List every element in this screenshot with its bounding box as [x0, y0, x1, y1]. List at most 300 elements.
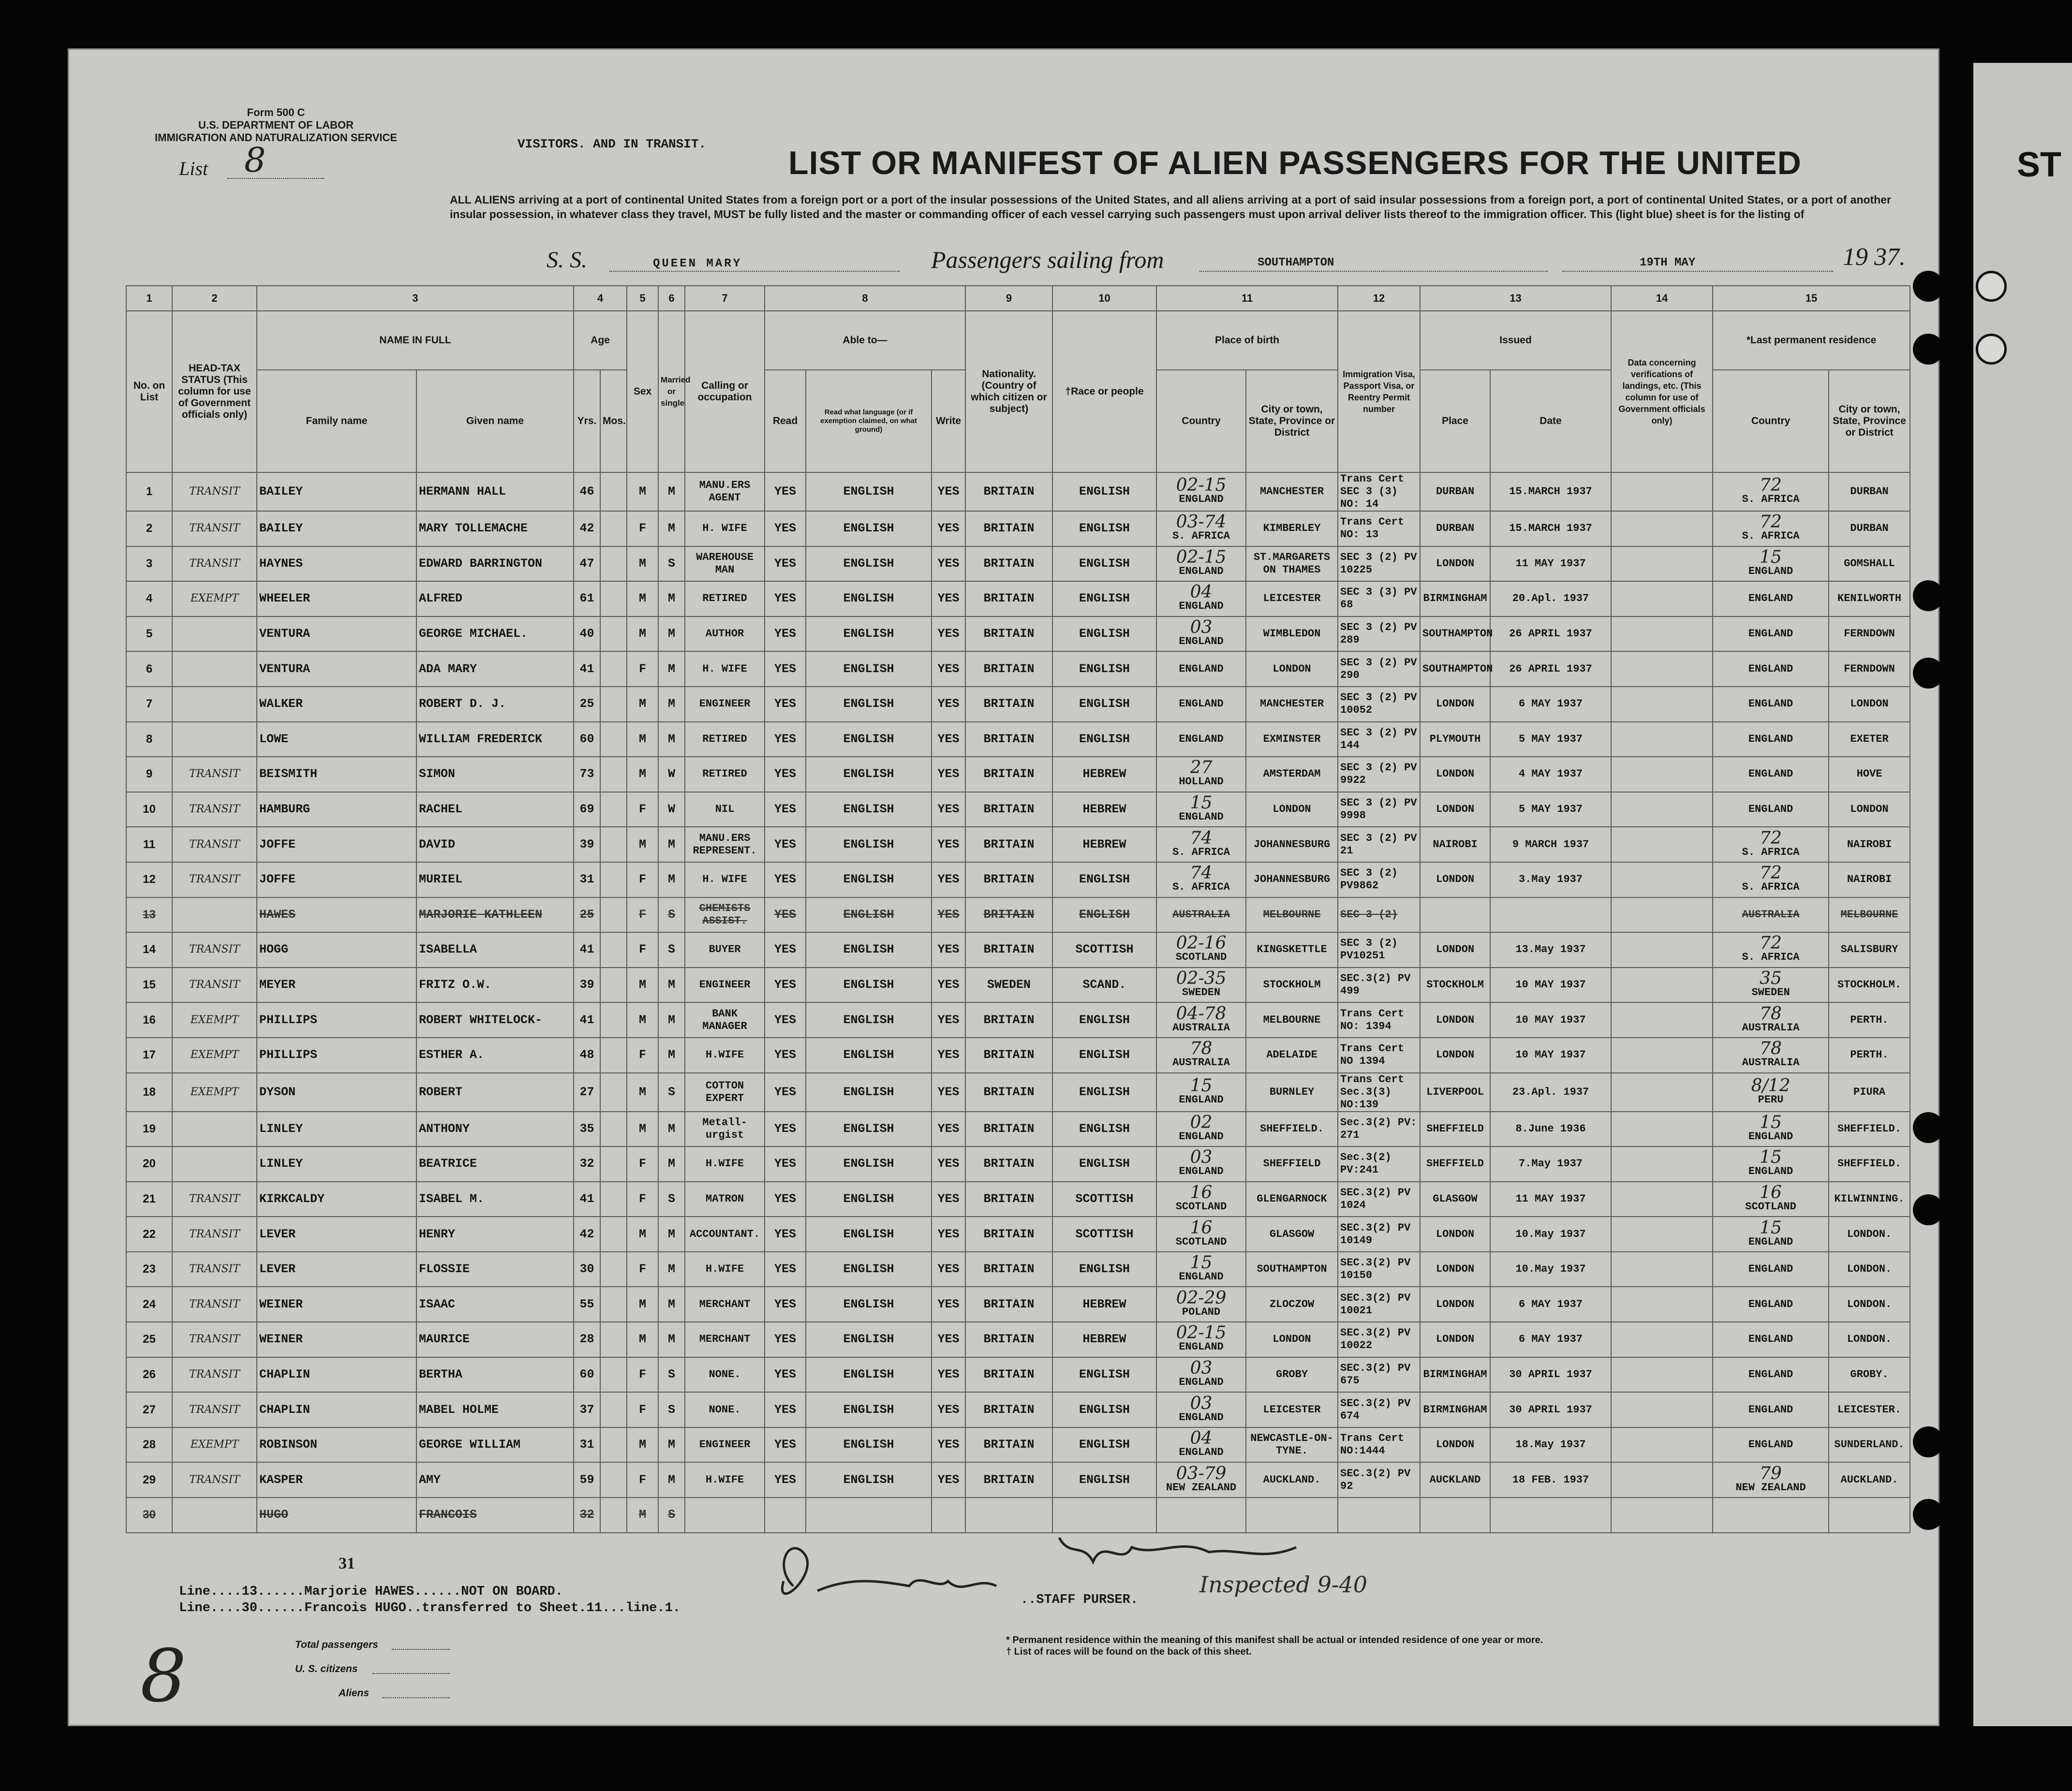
handwritten-code: 02-16	[1176, 933, 1227, 954]
cell-text: JOFFE	[259, 837, 296, 851]
cell-text: YES	[774, 1297, 796, 1311]
cell-text: TRANSIT	[189, 873, 240, 886]
cell-mos	[600, 651, 627, 687]
cell-text: SHEFFIELD	[1263, 1158, 1321, 1170]
cell-status	[172, 897, 257, 933]
cell-given	[416, 511, 574, 546]
cell-given	[416, 1073, 574, 1112]
cell-text: SEC 3 (2) PV 21	[1340, 832, 1417, 857]
cell-text: WEINER	[259, 1332, 303, 1347]
cell-text: H.WIFE	[705, 1263, 744, 1276]
cell-ms	[658, 968, 685, 1003]
cell-text: NEW ZEALAND	[1735, 1481, 1806, 1494]
cell-bcity	[1246, 1112, 1338, 1147]
cell-text: M	[638, 1085, 646, 1099]
cell-sex	[627, 511, 658, 546]
cell-text: LONDON	[1436, 873, 1475, 886]
cell-race	[1052, 1357, 1156, 1393]
cell-land	[1611, 968, 1713, 1003]
header-row-1	[126, 311, 1910, 370]
cell-bcountry	[1156, 472, 1246, 511]
cell-text: LONDON	[1436, 1439, 1475, 1451]
cell-text: HEBREW	[1082, 837, 1126, 851]
cell-yrs	[574, 511, 600, 546]
cell-status	[172, 827, 257, 862]
cell-text: Metall-urgist	[702, 1116, 747, 1141]
list-label: List	[179, 158, 208, 179]
cell-text: TRANSIT	[189, 1228, 240, 1240]
cell-text: S. AFRICA	[1172, 881, 1230, 894]
cell-rcity	[1829, 722, 1910, 757]
cell-land	[1611, 1002, 1713, 1038]
cell-land	[1611, 617, 1713, 652]
cell-sex	[627, 1357, 658, 1393]
cell-text: M	[667, 1262, 675, 1277]
cell-text: TRANSIT	[189, 557, 240, 570]
cell-text: COTTON EXPERT	[705, 1079, 744, 1104]
cell-lang	[806, 968, 932, 1003]
cell-mos	[600, 1357, 627, 1393]
handwritten-res-code: 72	[1760, 828, 1782, 848]
cell-text: YES	[937, 1157, 960, 1171]
cell-text: ENGLAND	[1748, 1368, 1793, 1380]
cell-status	[172, 1217, 257, 1252]
cell-text: BRITAIN	[983, 591, 1035, 606]
cell-status	[172, 1392, 257, 1427]
cell-text: ENGLISH	[843, 1048, 894, 1062]
cell-nat	[965, 1357, 1052, 1393]
handwritten-code: 02-35	[1176, 969, 1227, 989]
cell-text: ESTHER A.	[419, 1048, 485, 1062]
cell-lang	[806, 1073, 932, 1112]
handwritten-code: 04	[1190, 582, 1213, 602]
cell-occ	[685, 792, 765, 827]
cell-text: LEICESTER.	[1837, 1403, 1902, 1416]
cell-text: BRITAIN	[983, 907, 1035, 922]
cell-land	[1611, 1252, 1713, 1287]
col-read-language: Read what language (or if exemption claimed, on what ground)	[806, 370, 932, 472]
cell-idate	[1490, 1002, 1611, 1038]
cell-text: M	[638, 1013, 646, 1027]
cell-text: 5 MAY 1937	[1519, 803, 1583, 816]
cell-text: 73	[579, 767, 594, 781]
cell-iplace	[1420, 651, 1493, 687]
cell-text: M	[667, 484, 675, 499]
cell-bcity	[1246, 546, 1338, 582]
passenger-row	[126, 1357, 1910, 1393]
cell-text: LEICESTER	[1263, 592, 1321, 605]
cell-text: AUCKLAND.	[1263, 1473, 1321, 1486]
cell-text: YES	[937, 1227, 960, 1241]
cell-status	[172, 651, 257, 687]
cell-ms	[658, 1112, 685, 1147]
cell-race	[1052, 862, 1156, 897]
cell-text: 55	[579, 1297, 594, 1311]
cell-text: 4	[146, 592, 153, 605]
cell-text: FLOSSIE	[419, 1262, 470, 1277]
cell-no	[126, 1112, 172, 1147]
cell-lang	[806, 1287, 932, 1322]
cell-given	[416, 757, 574, 792]
cell-no	[126, 792, 172, 827]
cell-text: ENGLAND	[1748, 768, 1793, 780]
cell-status	[172, 472, 257, 511]
cell-idate	[1490, 1322, 1611, 1357]
cell-rcountry	[1713, 862, 1829, 897]
cell-occ	[685, 1392, 765, 1427]
cell-text: BIRMINGHAM	[1423, 1368, 1487, 1380]
cell-text: ENGLAND	[1748, 1439, 1793, 1451]
cell-text: 24	[143, 1297, 156, 1311]
cell-yrs	[574, 827, 600, 862]
cell-text: HERMANN HALL	[419, 484, 506, 499]
cell-visa	[1338, 1252, 1420, 1287]
cell-text: ENGLAND	[1179, 635, 1224, 648]
colnum: 3	[257, 286, 574, 311]
cell-text: H.WIFE	[705, 1158, 744, 1170]
cell-yrs	[574, 1073, 600, 1112]
cell-text: M	[667, 591, 675, 606]
handwritten-res-code: 72	[1760, 933, 1782, 954]
cell-bcountry	[1156, 1073, 1246, 1112]
cell-text: YES	[937, 732, 960, 746]
cell-iplace	[1420, 687, 1490, 722]
cell-mos	[600, 581, 627, 617]
cell-nat	[965, 1287, 1052, 1322]
cell-text: YES	[774, 1191, 796, 1206]
cell-text: 41	[579, 1013, 594, 1027]
cell-yrs	[574, 1497, 600, 1533]
colnum: 10	[1052, 286, 1156, 311]
cell-ms	[658, 757, 685, 792]
cell-text: YES	[937, 661, 960, 676]
cell-family	[257, 1112, 416, 1147]
col-no-on-list: No. on List	[126, 311, 172, 472]
cell-sex	[627, 968, 658, 1003]
cell-visa	[1338, 1182, 1420, 1217]
cell-given	[416, 897, 574, 933]
cell-text: LEVER	[259, 1227, 296, 1241]
cell-text: S	[667, 1191, 675, 1206]
cell-rcity	[1829, 1497, 1910, 1533]
cell-text: 12	[143, 873, 156, 886]
cell-iplace	[1420, 897, 1490, 933]
cell-rcountry	[1713, 1357, 1829, 1393]
cell-text: YES	[937, 837, 960, 851]
cell-text: 11 MAY 1937	[1515, 1192, 1586, 1205]
cell-ms	[658, 1146, 685, 1182]
cell-lang	[806, 1002, 932, 1038]
cell-nat	[965, 968, 1052, 1003]
cell-rcountry	[1713, 1497, 1829, 1533]
cell-no	[126, 1252, 172, 1287]
cell-read	[765, 1462, 806, 1497]
cell-write	[932, 581, 965, 617]
cell-sex	[627, 862, 658, 897]
cell-text: TRANSIT	[189, 979, 240, 991]
cell-iplace	[1420, 1427, 1490, 1463]
passenger-row	[126, 1182, 1910, 1217]
cell-race	[1052, 897, 1156, 933]
cell-text: ENGLISH	[843, 1121, 894, 1136]
cell-text: ENGLISH	[1079, 627, 1130, 641]
cell-text: KENILWORTH	[1837, 592, 1902, 605]
cell-status	[172, 932, 257, 968]
cell-bcity	[1246, 757, 1338, 792]
binder-hole	[1913, 334, 1944, 365]
cell-status	[172, 1462, 257, 1497]
handwritten-res-code: 8/12	[1751, 1075, 1791, 1096]
cell-text: ENGLISH	[1079, 1085, 1130, 1099]
cell-text: YES	[774, 1367, 796, 1381]
cell-race	[1052, 1182, 1156, 1217]
cell-text: EXEMPT	[190, 1086, 239, 1098]
cell-text: HOGG	[259, 942, 289, 957]
cell-text: SCOTTISH	[1075, 942, 1134, 957]
passenger-row	[126, 472, 1910, 511]
cell-text: M	[667, 1227, 675, 1241]
cell-iplace	[1420, 792, 1490, 827]
cell-text: 28	[143, 1438, 156, 1452]
cell-yrs	[574, 1146, 600, 1182]
cell-land	[1611, 1462, 1713, 1497]
cell-mos	[600, 757, 627, 792]
cell-given	[416, 1146, 574, 1182]
cell-text: GOMSHALL	[1844, 557, 1895, 570]
cell-text: 27	[579, 1085, 594, 1099]
cell-text: Trans Cert NO: 1394	[1340, 1007, 1405, 1032]
passenger-row	[126, 1427, 1910, 1463]
cell-read	[765, 1392, 806, 1427]
passenger-row	[126, 617, 1910, 652]
cell-family	[257, 1427, 416, 1463]
cell-bcountry	[1156, 932, 1246, 968]
cell-text: F	[638, 1402, 646, 1417]
cell-text: YES	[774, 591, 796, 606]
passenger-row	[126, 1217, 1910, 1252]
cell-text: YES	[774, 732, 796, 746]
cell-text: AUSTRALIA	[1172, 1057, 1230, 1069]
cell-text: BRITAIN	[983, 1472, 1035, 1487]
cell-visa	[1338, 792, 1420, 827]
cell-rcity	[1829, 1217, 1910, 1252]
cell-text: Trans Cert NO:1444	[1340, 1432, 1405, 1457]
cell-mos	[600, 897, 627, 933]
cell-text: YES	[774, 767, 796, 781]
cell-text: KILWINNING.	[1834, 1192, 1905, 1205]
cell-bcountry	[1156, 1392, 1246, 1427]
cell-given	[416, 1497, 574, 1533]
cell-no	[126, 827, 172, 862]
cell-text: 13	[143, 908, 156, 921]
cell-visa	[1338, 1462, 1420, 1497]
cell-mos	[600, 932, 627, 968]
cell-rcity	[1829, 1427, 1910, 1463]
cell-lang	[806, 581, 932, 617]
cell-text: ENGLAND	[1748, 1235, 1793, 1248]
cell-text: HEBREW	[1082, 767, 1126, 781]
cell-text: NONE.	[709, 1368, 741, 1380]
cell-occ	[685, 546, 765, 582]
aliens-label: Aliens	[339, 1688, 370, 1699]
cell-text: HUGO	[259, 1508, 289, 1522]
cell-status	[172, 757, 257, 792]
cell-text: ACCOUNTANT.	[689, 1228, 760, 1240]
passenger-row	[126, 862, 1910, 897]
cell-text: S	[667, 942, 675, 957]
cell-sex	[627, 651, 658, 687]
cell-ms	[658, 1497, 685, 1533]
cell-idate	[1490, 1146, 1611, 1182]
cell-text: ENGLISH	[843, 1227, 894, 1241]
cell-text: TRANSIT	[189, 803, 240, 816]
cell-no	[126, 968, 172, 1003]
cell-lang	[806, 1182, 932, 1217]
cell-text: W	[667, 767, 675, 781]
colnum: 7	[685, 286, 765, 311]
cell-rcity	[1829, 757, 1910, 792]
cell-bcountry	[1156, 1287, 1246, 1322]
cell-text: SOUTHAMPTON	[1257, 1263, 1327, 1276]
colnum: 2	[172, 286, 257, 311]
cell-text: SHEFFIELD.	[1837, 1122, 1902, 1135]
cell-idate	[1490, 687, 1611, 722]
cell-text: BIRMINGHAM	[1423, 592, 1487, 605]
cell-text: CHAPLIN	[259, 1367, 311, 1381]
cell-text: F	[638, 1367, 646, 1381]
cell-family	[257, 1357, 416, 1393]
cell-text: LONDON	[1436, 768, 1475, 780]
cell-lang	[806, 1427, 932, 1463]
cell-text: M	[667, 1472, 675, 1487]
cell-text: 16	[143, 1013, 156, 1027]
col-birth-country: Country	[1156, 370, 1246, 472]
cell-land	[1611, 1112, 1713, 1147]
cell-race	[1052, 1287, 1156, 1322]
passenger-row	[126, 1112, 1910, 1147]
cell-occ	[685, 687, 765, 722]
cell-occ	[685, 1357, 765, 1393]
cell-text: M	[638, 697, 646, 711]
cell-visa	[1338, 897, 1420, 933]
cell-text: 32	[579, 1157, 594, 1171]
cell-nat	[965, 722, 1052, 757]
cell-status	[172, 617, 257, 652]
cell-text: BRITAIN	[983, 872, 1035, 887]
cell-text: SEC 3 (3) PV 68	[1340, 586, 1417, 611]
cell-text: 13.May 1937	[1515, 943, 1586, 956]
cell-write	[932, 1112, 965, 1147]
col-issued-date: Date	[1490, 370, 1611, 472]
handwritten-code: 03	[1190, 1358, 1213, 1378]
cell-idate	[1490, 757, 1611, 792]
cell-nat	[965, 792, 1052, 827]
cell-land	[1611, 472, 1713, 511]
cell-bcity	[1246, 897, 1338, 933]
cell-family	[257, 862, 416, 897]
cell-yrs	[574, 862, 600, 897]
cell-bcity	[1246, 722, 1338, 757]
cell-family	[257, 511, 416, 546]
cell-text: BRITAIN	[983, 942, 1035, 957]
cell-mos	[600, 968, 627, 1003]
passenger-row	[126, 546, 1910, 582]
cell-text: M	[667, 1438, 675, 1452]
cell-ms	[658, 1182, 685, 1217]
cell-race	[1052, 1322, 1156, 1357]
cell-text: ENGLAND	[1179, 1376, 1224, 1388]
passenger-row	[126, 1002, 1910, 1038]
cell-nat	[965, 546, 1052, 582]
cell-text: 9 MARCH 1937	[1512, 838, 1589, 851]
cell-text: DURBAN	[1850, 485, 1889, 498]
cell-text: TRANSIT	[189, 768, 240, 780]
cell-idate	[1490, 722, 1611, 757]
cell-text: LOWE	[259, 732, 289, 746]
cell-no	[126, 1146, 172, 1182]
cell-text: F	[638, 1157, 646, 1171]
cell-race	[1052, 722, 1156, 757]
cell-text: ENGLAND	[1748, 1403, 1793, 1416]
cell-text: EXEMPT	[190, 1013, 239, 1026]
cell-text: AMSTERDAM	[1263, 768, 1321, 780]
cell-text: ENGLAND	[1748, 662, 1793, 675]
cell-bcity	[1246, 1038, 1338, 1073]
cell-text: H.WIFE	[705, 1049, 744, 1061]
cell-text: LONDON	[1273, 1333, 1311, 1346]
cell-text: AMY	[419, 1472, 441, 1487]
cell-write	[932, 1392, 965, 1427]
cell-text: ENGLAND	[1748, 1333, 1793, 1346]
cell-ms	[658, 1427, 685, 1463]
footnote-races: † List of races will be found on the back of this sheet.	[1006, 1646, 1252, 1657]
passenger-row	[126, 897, 1910, 933]
passenger-row	[126, 1322, 1910, 1357]
cell-text: YES	[774, 1227, 796, 1241]
cell-given	[416, 1002, 574, 1038]
cell-land	[1611, 932, 1713, 968]
cell-lang	[806, 1146, 932, 1182]
cell-iplace	[1420, 1357, 1490, 1393]
cell-land	[1611, 862, 1713, 897]
cell-text: TRANSIT	[189, 943, 240, 956]
cell-text: PHILLIPS	[259, 1013, 318, 1027]
passenger-row	[126, 1287, 1910, 1322]
cell-occ	[685, 651, 765, 687]
cell-rcity	[1829, 862, 1910, 897]
cell-visa	[1338, 1112, 1420, 1147]
cell-text: ENGLISH	[843, 732, 894, 746]
cell-bcity	[1246, 1357, 1338, 1393]
cell-yrs	[574, 1392, 600, 1427]
cell-rcountry	[1713, 1252, 1829, 1287]
cell-text: GROBY.	[1850, 1368, 1889, 1380]
cell-write	[932, 932, 965, 968]
cell-text: PLYMOUTH	[1429, 733, 1481, 745]
cell-land	[1611, 546, 1713, 582]
cell-land	[1611, 1392, 1713, 1427]
cell-write	[932, 1462, 965, 1497]
cell-text: 35	[579, 1121, 594, 1136]
cell-read	[765, 511, 806, 546]
cell-idate	[1490, 1217, 1611, 1252]
cell-sex	[627, 932, 658, 968]
cell-lang	[806, 722, 932, 757]
cell-text: M	[667, 732, 675, 746]
cell-text: SWEDEN	[987, 978, 1031, 992]
handwritten-code: 03-79	[1176, 1463, 1227, 1483]
cell-text: LONDON	[1436, 1228, 1475, 1240]
